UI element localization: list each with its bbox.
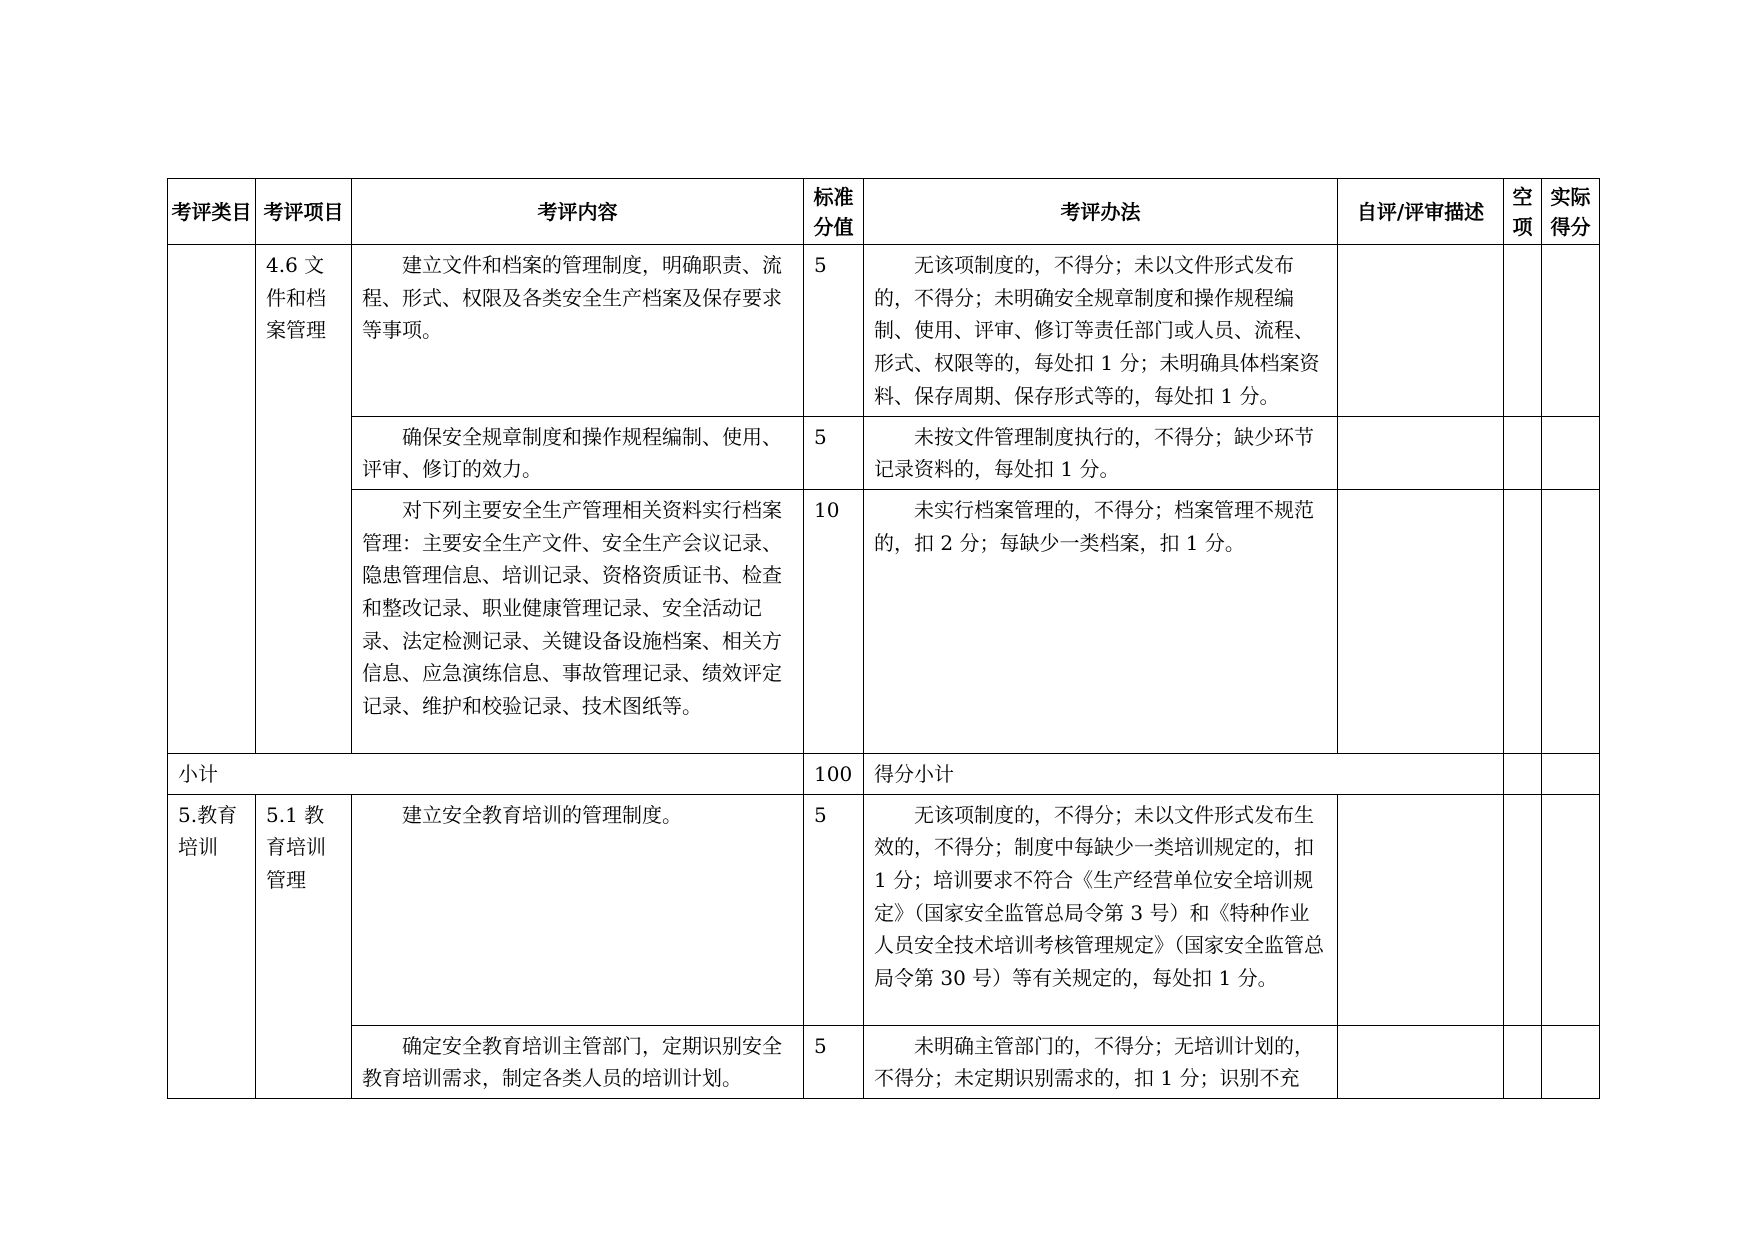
empty-item-cell[interactable] xyxy=(1504,753,1542,794)
self-review-cell[interactable] xyxy=(1338,1025,1504,1098)
evaluation-table xyxy=(167,178,1600,1099)
table-header-row xyxy=(168,179,1600,245)
category-cell-empty xyxy=(168,245,256,754)
table-row xyxy=(168,416,1600,489)
subtotal-score: 100 xyxy=(804,753,864,794)
empty-item-cell[interactable] xyxy=(1504,489,1542,753)
method-cell: 未实行档案管理的，不得分；档案管理不规范的，扣 2 分；每缺少一类档案，扣 1 分。 xyxy=(864,489,1338,753)
actual-score-cell[interactable] xyxy=(1542,416,1600,489)
score-cell: 10 xyxy=(804,489,864,753)
content-cell: 对下列主要安全生产管理相关资料实行档案管理：主要安全生产文件、安全生产会议记录、隐患管理信息、培训记录、资格资质证书、检查和整改记录、职业健康管理记录、安全活动记录、法定检测记录、关键设备设施档案、相关方信息、应急演练信息、事故管理记录、绩效评定记录、维护和校验记录、技术图纸等。 xyxy=(352,489,804,753)
header-content: 考评内容 xyxy=(352,179,804,245)
header-standard-score: 标准分值 xyxy=(804,179,864,245)
self-review-cell[interactable] xyxy=(1338,416,1504,489)
actual-score-cell[interactable] xyxy=(1542,753,1600,794)
header-category: 考评类目 xyxy=(168,179,256,245)
table-row xyxy=(168,245,1600,417)
category-cell: 5.教育培训 xyxy=(168,794,256,1098)
actual-score-cell[interactable] xyxy=(1542,245,1600,417)
score-cell: 5 xyxy=(804,1025,864,1098)
content-cell: 确定安全教育培训主管部门，定期识别安全教育培训需求，制定各类人员的培训计划。 xyxy=(352,1025,804,1098)
item-cell: 4.6 文件和档案管理 xyxy=(256,245,352,754)
header-self-review: 自评/评审描述 xyxy=(1338,179,1504,245)
self-review-cell[interactable] xyxy=(1338,245,1504,417)
subtotal-row xyxy=(168,753,1600,794)
method-cell: 无该项制度的，不得分；未以文件形式发布的，不得分；未明确安全规章制度和操作规程编制、使用、评审、修订等责任部门或人员、流程、形式、权限等的，每处扣 1 分；未明确具体档案资料、保存周期、保存形式等的，每处扣 1 分。 xyxy=(864,245,1338,417)
subtotal-method-label: 得分小计 xyxy=(864,753,1504,794)
actual-score-cell[interactable] xyxy=(1542,1025,1600,1098)
item-cell: 5.1 教育培训管理 xyxy=(256,794,352,1098)
empty-item-cell[interactable] xyxy=(1504,416,1542,489)
empty-item-cell[interactable] xyxy=(1504,794,1542,1025)
method-cell: 无该项制度的，不得分；未以文件形式发布生效的，不得分；制度中每缺少一类培训规定的，扣 1 分；培训要求不符合《生产经营单位安全培训规定》（国家安全监管总局令第 3 号）和《特种作业人员安全技术培训考核管理规定》（国家安全监管总局令第 30 号）等有关规定的，每处扣 1 分。 xyxy=(864,794,1338,1025)
score-cell: 5 xyxy=(804,794,864,1025)
self-review-cell[interactable] xyxy=(1338,489,1504,753)
actual-score-cell[interactable] xyxy=(1542,489,1600,753)
method-cell: 未按文件管理制度执行的，不得分；缺少环节记录资料的，每处扣 1 分。 xyxy=(864,416,1338,489)
table-row xyxy=(168,489,1600,753)
self-review-cell[interactable] xyxy=(1338,794,1504,1025)
score-cell: 5 xyxy=(804,416,864,489)
actual-score-cell[interactable] xyxy=(1542,794,1600,1025)
header-actual-score: 实际得分 xyxy=(1542,179,1600,245)
header-method: 考评办法 xyxy=(864,179,1338,245)
empty-item-cell[interactable] xyxy=(1504,245,1542,417)
score-cell: 5 xyxy=(804,245,864,417)
table-row xyxy=(168,1025,1600,1098)
content-cell: 建立文件和档案的管理制度，明确职责、流程、形式、权限及各类安全生产档案及保存要求等事项。 xyxy=(352,245,804,417)
header-item: 考评项目 xyxy=(256,179,352,245)
empty-item-cell[interactable] xyxy=(1504,1025,1542,1098)
method-cell: 未明确主管部门的，不得分；无培训计划的，不得分；未定期识别需求的，扣 1 分；识别不充 xyxy=(864,1025,1338,1098)
content-cell: 建立安全教育培训的管理制度。 xyxy=(352,794,804,1025)
header-empty-item: 空项 xyxy=(1504,179,1542,245)
table-row xyxy=(168,794,1600,1025)
subtotal-label: 小计 xyxy=(168,753,804,794)
content-cell: 确保安全规章制度和操作规程编制、使用、评审、修订的效力。 xyxy=(352,416,804,489)
